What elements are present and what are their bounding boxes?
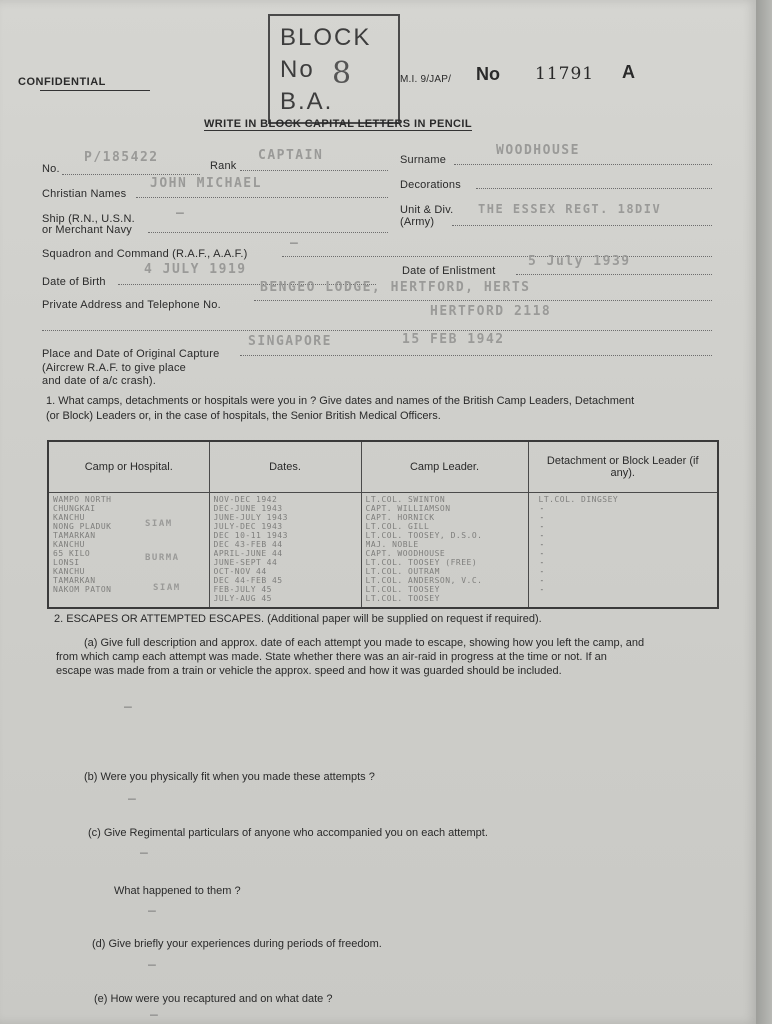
capture-label-2: (Aircrew R.A.F. to give place xyxy=(42,362,186,374)
christian-names-label: Christian Names xyxy=(42,188,127,200)
address-value-1: BENGEO LODGE, HERTFORD, HERTS xyxy=(260,280,531,295)
date-entry: OCT-NOV 44 xyxy=(213,567,267,576)
camp-entry: NONG PLADUK xyxy=(53,522,112,531)
camps-table xyxy=(47,440,719,609)
camp-entry: 65 KILO xyxy=(53,549,91,558)
detachment-list xyxy=(533,495,714,504)
enlistment-label: Date of Enlistment xyxy=(402,265,496,277)
leader-entry: LT.COL. TOOSEY xyxy=(365,585,440,594)
detachment-entry: LT.COL. DINGSEY xyxy=(538,495,619,504)
answer-2c-dash: — xyxy=(140,846,150,861)
christian-names-value: JOHN MICHAEL xyxy=(150,176,262,191)
leader-entry: LT.COL. SWINTON xyxy=(365,495,446,504)
date-entry: JUNE-SEPT 44 xyxy=(213,558,278,567)
surname-label: Surname xyxy=(400,154,447,166)
stamp-line-2: No xyxy=(280,56,315,83)
confidential-heading: CONFIDENTIAL xyxy=(18,76,106,88)
serial-suffix: A xyxy=(622,62,635,82)
camp-entry: CHUNGKAI xyxy=(53,504,96,513)
camp-entry: KANCHU xyxy=(53,567,85,576)
date-entry: JULY-AUG 45 xyxy=(213,594,272,603)
question2b: (b) Were you physically fit when you made these attempts ? xyxy=(84,771,375,783)
stamp-line-1: BLOCK xyxy=(280,24,372,51)
leader-entry: LT.COL. GILL xyxy=(365,522,430,531)
squadron-label: Squadron and Command (R.A.F., A.A.F.) xyxy=(42,248,248,260)
capture-label-1: Place and Date of Original Capture xyxy=(42,348,220,360)
dob-label: Date of Birth xyxy=(42,276,106,288)
page-edge xyxy=(756,0,772,1024)
header-leader: Camp Leader. xyxy=(361,441,528,493)
serial-number: 11791 xyxy=(535,64,595,84)
answer-2d-dash: — xyxy=(148,958,158,973)
answer-2e-dash: — xyxy=(150,1008,160,1023)
question2a-line2: from which camp each attempt was made. State whether there was an air-raid in progress at the time or not. If an xyxy=(56,651,607,663)
camp-entry: TAMARKAN xyxy=(53,576,96,585)
country-siam-2: SIAM xyxy=(153,583,181,593)
capture-place: SINGAPORE xyxy=(248,334,332,349)
detachment-cell xyxy=(528,493,718,609)
header-camp: Camp or Hospital. xyxy=(48,441,209,493)
leader-entry: CAPT. WOODHOUSE xyxy=(365,549,446,558)
header-detachment: Detachment or Block Leader (if any). xyxy=(528,441,718,493)
decorations-label: Decorations xyxy=(400,179,461,191)
squadron-value: — xyxy=(290,236,300,251)
block-stamp xyxy=(268,14,400,124)
stamp-line-3: B.A. xyxy=(280,88,334,115)
surname-value: WOODHOUSE xyxy=(496,143,580,158)
date-entry: JULY-DEC 1943 xyxy=(213,522,283,531)
leader-entry: CAPT. WILLIAMSON xyxy=(365,504,451,513)
question2c-followup: What happened to them ? xyxy=(114,885,241,897)
date-entry: DEC 44-FEB 45 xyxy=(213,576,283,585)
answer-2c2-dash: — xyxy=(148,904,158,919)
camp-entry: KANCHU xyxy=(53,540,85,549)
question1-line1: 1. What camps, detachments or hospitals were you in ? Give dates and names of the British Camp Leaders, Detachment xyxy=(46,395,635,407)
no-label: No. xyxy=(42,163,60,175)
leader-entry: LT.COL. TOOSEY, D.S.O. xyxy=(365,531,483,540)
leader-list xyxy=(366,495,524,603)
stamp-number: 8 xyxy=(332,56,354,91)
pencil-instruction: WRITE IN BLOCK CAPITAL LETTERS IN PENCIL xyxy=(204,118,472,130)
unit-label-2: (Army) xyxy=(400,216,435,228)
date-entry: JUNE-JULY 1943 xyxy=(213,513,288,522)
leader-entry: MAJ. NOBLE xyxy=(365,540,419,549)
serial-prefix: No xyxy=(476,64,500,84)
date-list xyxy=(214,495,357,603)
answer-2a-dash: — xyxy=(124,700,134,715)
unit-label-1: Unit & Div. xyxy=(400,204,454,216)
address-label: Private Address and Telephone No. xyxy=(42,299,221,311)
leader-entry: LT.COL. OUTRAM xyxy=(365,567,440,576)
question2d: (d) Give briefly your experiences during periods of freedom. xyxy=(92,938,382,950)
date-entry: NOV-DEC 1942 xyxy=(213,495,278,504)
header-dates: Dates. xyxy=(209,441,361,493)
unit-value: THE ESSEX REGT. 18DIV xyxy=(478,202,662,216)
ship-value: — xyxy=(176,206,186,221)
answer-2b-dash: — xyxy=(128,792,138,807)
rank-label: Rank xyxy=(210,160,237,172)
ship-label-1: Ship (R.N., U.S.N. xyxy=(42,213,135,225)
confidential-underline xyxy=(40,90,150,91)
date-entry: DEC 43-FEB 44 xyxy=(213,540,283,549)
question2e: (e) How were you recaptured and on what date ? xyxy=(94,993,333,1005)
country-burma: BURMA xyxy=(145,553,180,563)
country-siam-1: SIAM xyxy=(145,519,173,529)
question2c: (c) Give Regimental particulars of anyone who accompanied you on each attempt. xyxy=(88,827,488,839)
question1-line2: (or Block) Leaders or, in the case of hospitals, the Senior British Medical Officers. xyxy=(46,410,441,422)
camp-list xyxy=(53,495,205,594)
dob-value: 4 JULY 1919 xyxy=(144,262,247,277)
no-value: P/185422 xyxy=(84,150,159,165)
enlistment-value: 5 July 1939 xyxy=(528,254,631,269)
date-entry: DEC-JUNE 1943 xyxy=(213,504,283,513)
capture-label-3: and date of a/c crash). xyxy=(42,375,157,387)
capture-date: 15 FEB 1942 xyxy=(402,332,505,347)
camps-cell xyxy=(48,493,209,609)
leader-entry: LT.COL. TOOSEY (FREE) xyxy=(365,558,478,567)
date-entry: FEB-JULY 45 xyxy=(213,585,272,594)
date-entry: APRIL-JUNE 44 xyxy=(213,549,283,558)
camp-entry: TAMARKAN xyxy=(53,531,96,540)
address-value-2: HERTFORD 2118 xyxy=(430,304,552,319)
leader-entry: LT.COL. TOOSEY xyxy=(365,594,440,603)
camps-table-body xyxy=(48,493,718,609)
ditto-marks: - - - - - - - - - - xyxy=(540,504,544,594)
dates-cell xyxy=(209,493,361,609)
camp-entry: NAKOM PATON xyxy=(53,585,112,594)
leaders-cell xyxy=(361,493,528,609)
question2-heading: 2. ESCAPES OR ATTEMPTED ESCAPES. (Additional paper will be supplied on request if required). xyxy=(54,613,542,625)
date-entry: DEC 10-11 1943 xyxy=(213,531,288,540)
leader-entry: CAPT. HORNICK xyxy=(365,513,435,522)
camp-entry: LONSI xyxy=(53,558,80,567)
question2a-line3: escape was made from a train or vehicle the approx. speed and how it was guarded should be included. xyxy=(56,665,562,677)
camp-entry: KANCHU xyxy=(53,513,85,522)
question2a-line1: (a) Give full description and approx. date of each attempt you made to escape, showing how you left the camp, and xyxy=(84,637,645,649)
rank-value: CAPTAIN xyxy=(258,148,324,163)
leader-entry: LT.COL. ANDERSON, V.C. xyxy=(365,576,483,585)
camp-entry: WAMPO NORTH xyxy=(53,495,112,504)
camps-table-header xyxy=(48,441,718,493)
form-code: M.I. 9/JAP/ xyxy=(400,74,452,85)
ship-label-2: or Merchant Navy xyxy=(42,224,133,236)
